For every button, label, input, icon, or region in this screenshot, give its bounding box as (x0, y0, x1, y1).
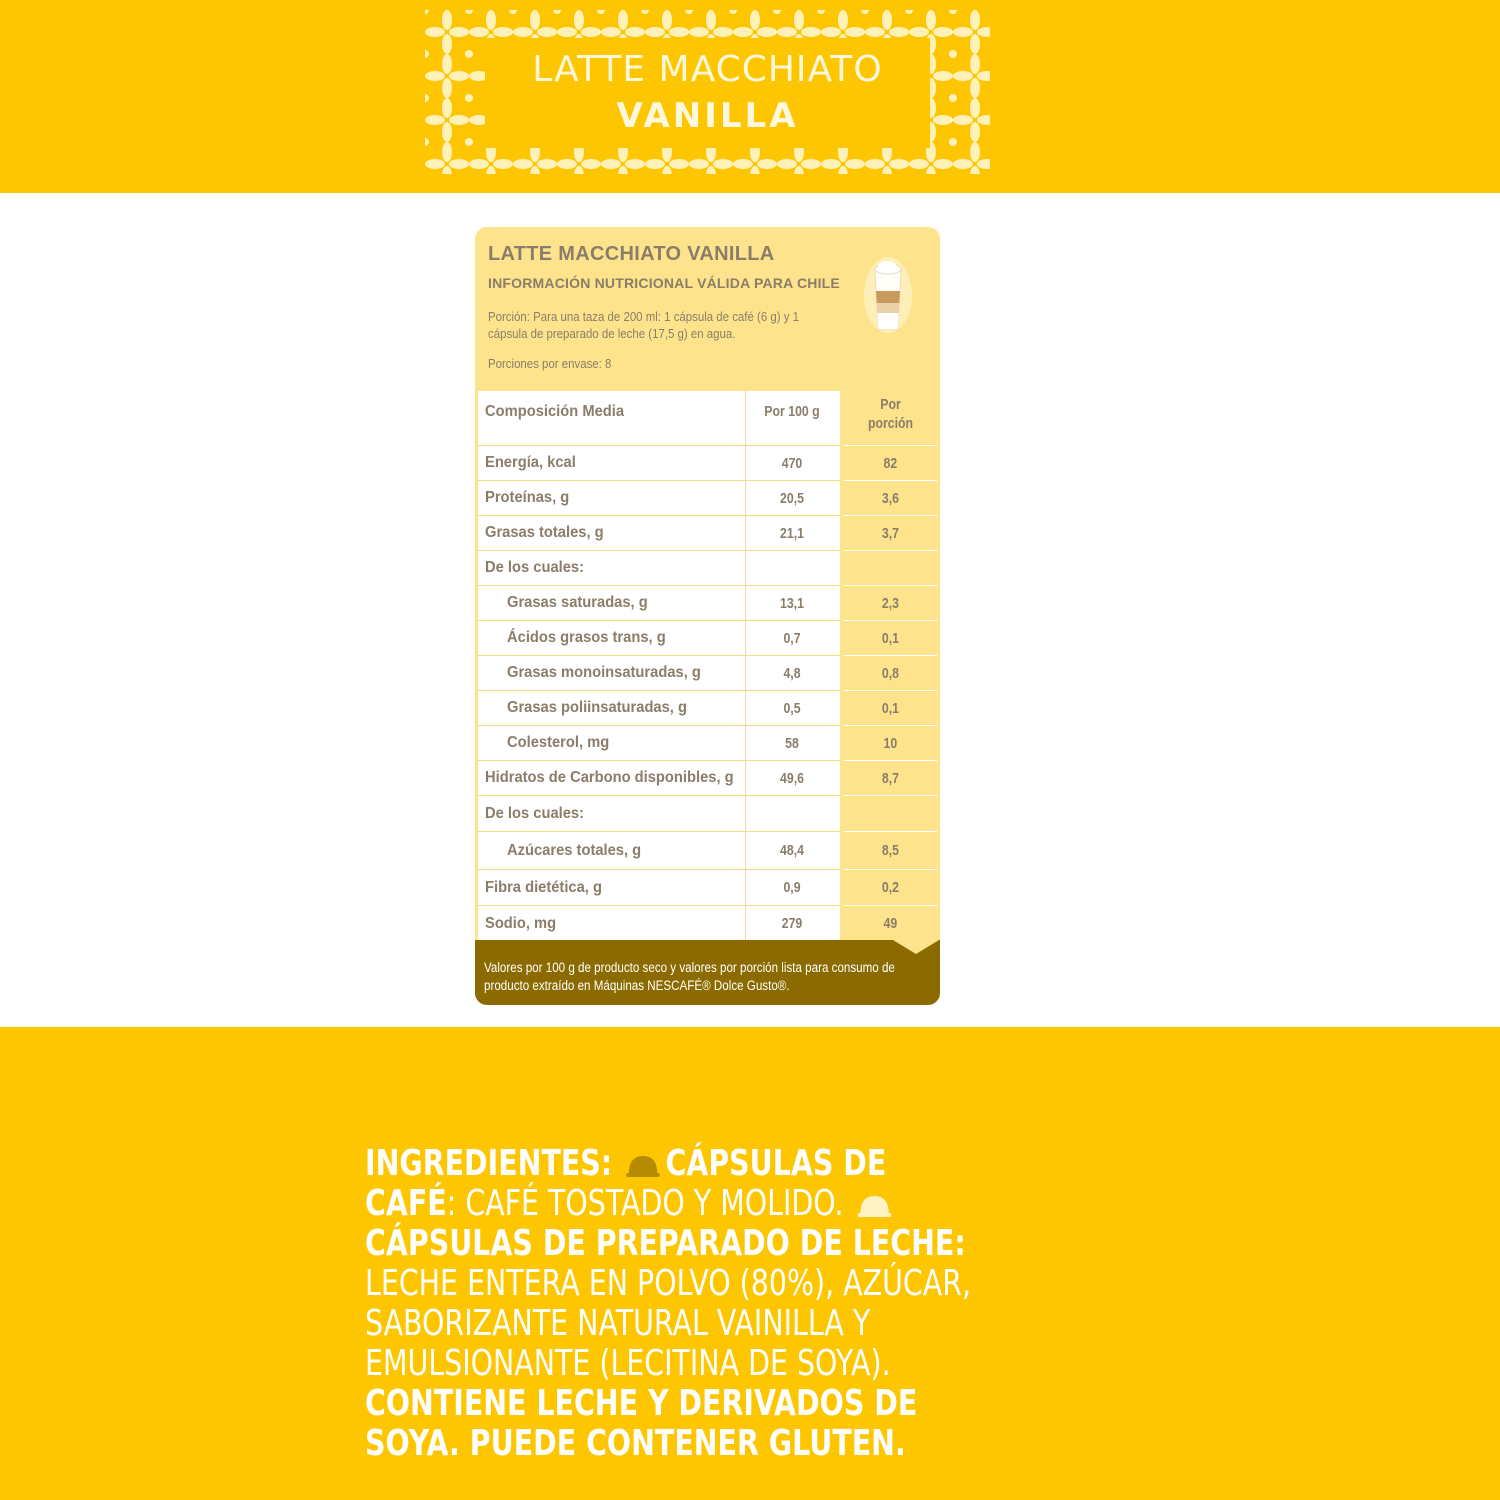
value-per-portion: 0,2 (881, 879, 900, 896)
top-banner-band (0, 0, 1500, 193)
table-row (478, 691, 840, 726)
table-row (478, 481, 840, 516)
portion-row (844, 796, 937, 832)
portion-row (844, 691, 937, 726)
portion-row (844, 906, 937, 942)
card-header (488, 243, 858, 371)
banner-flavor: VANILLA (616, 96, 799, 136)
value-per-portion: 0,1 (881, 699, 900, 717)
table-row (478, 551, 840, 586)
portion-row (844, 481, 937, 516)
latte-glass-icon (863, 255, 913, 335)
portion-row (844, 551, 937, 586)
value-per-100g: 49,6 (780, 769, 804, 787)
value-per-100g: 0,9 (783, 879, 801, 896)
value-per-portion: 8,7 (881, 769, 900, 787)
value-per-100g: 21,1 (780, 524, 804, 542)
table-header-row (478, 391, 840, 446)
value-per-100g: 13,1 (780, 594, 804, 612)
value-per-portion: 3,6 (881, 489, 900, 507)
value-per-100g: 0,5 (783, 699, 801, 717)
nutrient-label: Grasas totales, g (485, 524, 604, 541)
milk-capsules-text: LECHE ENTERA EN POLVO (80%), AZÚCAR, SABORIZANTE NATURAL VAINILLA Y EMULSIONANTE (LECITINA DE SOYA). (365, 1263, 972, 1384)
ingredients-text (365, 1144, 981, 1464)
banner-product-name: LATTE MACCHIATO (532, 49, 883, 90)
portion-row (844, 586, 937, 621)
milk-capsules-label: CÁPSULAS DE PREPARADO DE LECHE: (365, 1223, 966, 1264)
value-per-portion: 10 (883, 734, 898, 752)
value-per-100g: 48,4 (780, 842, 804, 859)
nutrient-label: Proteínas, g (485, 489, 570, 506)
nutrient-label: Grasas saturadas, g (507, 594, 648, 611)
table-row (478, 446, 840, 481)
nutrient-label: Azúcares totales, g (507, 841, 642, 859)
table-row (478, 761, 840, 796)
table-row (478, 516, 840, 551)
card-subtitle: INFORMACIÓN NUTRICIONAL VÁLIDA PARA CHILE (488, 275, 840, 291)
product-banner (425, 10, 990, 174)
value-per-100g: 279 (781, 915, 803, 932)
value-per-100g: 20,5 (780, 489, 804, 507)
banner-title-plate (485, 38, 930, 148)
portion-row (844, 516, 937, 551)
table-row (478, 832, 840, 870)
portion-row (844, 621, 937, 656)
table-row (478, 726, 840, 761)
allergens-text: CONTIENE LECHE Y DERIVADOS DE SOYA. PUEDE CONTENER GLUTEN. (365, 1383, 918, 1464)
card-title: LATTE MACCHIATO VANILLA (488, 243, 775, 265)
nutrient-label: Ácidos grasos trans, g (507, 629, 666, 646)
nutrient-label: De los cuales: (485, 559, 585, 576)
portion-row (844, 656, 937, 691)
coffee-capsules-text: : CAFÉ TOSTADO Y MOLIDO. (446, 1183, 844, 1224)
value-per-portion: 0,8 (881, 664, 900, 682)
portion-row (844, 832, 937, 870)
header-composition: Composición Media (485, 403, 625, 420)
nutrition-table-left (478, 391, 840, 940)
nutrition-card (475, 227, 940, 1005)
nutrient-label: Grasas monoinsaturadas, g (507, 664, 701, 681)
portion-row (844, 446, 937, 481)
value-per-portion: 8,5 (881, 842, 900, 859)
value-per-portion: 0,1 (881, 629, 900, 647)
ingredients-band (0, 1027, 1500, 1500)
table-row (478, 870, 840, 906)
ingredients-label: INGREDIENTES: (365, 1143, 613, 1184)
portion-row (844, 761, 937, 796)
table-row (478, 906, 840, 942)
milk-capsule-icon (857, 1192, 892, 1218)
value-per-100g: 470 (781, 454, 803, 472)
nutrient-label: Hidratos de Carbono disponibles, g (485, 769, 734, 786)
table-row (478, 796, 840, 832)
nutrient-label: Energía, kcal (485, 454, 576, 471)
nutrient-label: De los cuales: (485, 804, 585, 822)
nutrient-label: Grasas poliinsaturadas, g (507, 699, 687, 716)
table-row (478, 656, 840, 691)
table-row (478, 621, 840, 656)
nutrient-label: Sodio, mg (485, 914, 557, 932)
header-per-100g: Por 100 g (764, 403, 820, 420)
portion-text: Porción: Para una taza de 200 ml: 1 cápsula de café (6 g) y 1 cápsula de preparado de leche (17,5 g) en agua. (488, 309, 799, 341)
value-per-portion: 49 (883, 915, 898, 932)
coffee-capsule-icon (626, 1152, 661, 1178)
coffee-capsules-label: CÁPSULAS DE CAFÉ (365, 1143, 887, 1224)
servings-text: Porciones por envase: 8 (488, 356, 612, 371)
value-per-100g: 4,8 (783, 664, 801, 682)
value-per-portion: 3,7 (881, 524, 900, 542)
footnote-notch (893, 940, 939, 954)
header-per-portion-line1: Por (880, 396, 901, 413)
table-row (478, 586, 840, 621)
nutrient-label: Colesterol, mg (507, 734, 610, 751)
value-per-100g: 58 (785, 734, 799, 752)
portion-row (844, 870, 937, 906)
header-per-portion-line2: porción (867, 415, 914, 432)
value-per-portion: 82 (883, 454, 898, 472)
value-per-portion: 2,3 (881, 594, 900, 612)
header-per-portion (844, 391, 937, 446)
card-footnote: Valores por 100 g de producto seco y valores por porción lista para consumo de producto extraído en Máquinas NESCAFÉ® Dolce Gusto®. (484, 960, 895, 993)
portion-row (844, 726, 937, 761)
nutrient-label: Fibra dietética, g (485, 878, 602, 896)
value-per-100g: 0,7 (783, 629, 801, 647)
